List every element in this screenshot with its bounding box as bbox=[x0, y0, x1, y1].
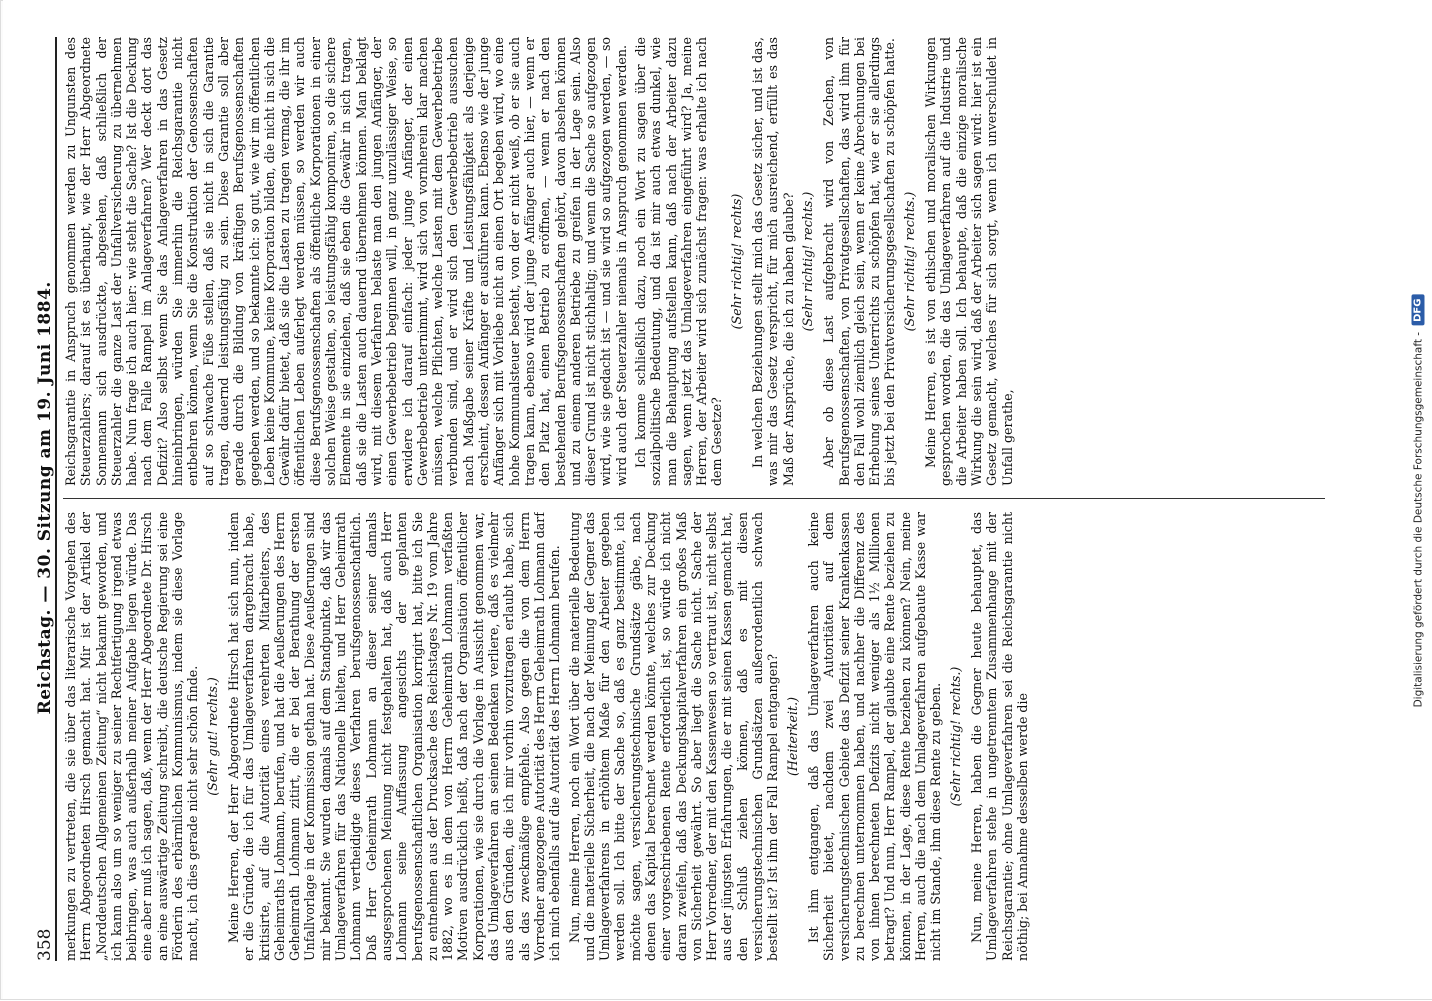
credit-text: Digitalisierung gefördert durch die Deutsche Forschungsgemeinschaft - bbox=[1412, 331, 1424, 708]
running-title: Reichstag. — 30. Sitzung am 19. Juni 1884. bbox=[35, 281, 55, 715]
right-column bbox=[63, 37, 1325, 486]
scanned-page bbox=[3, 0, 1432, 999]
dfg-logo: DFG bbox=[1412, 295, 1425, 326]
left-column bbox=[63, 512, 1325, 961]
page-number: 358 bbox=[35, 928, 55, 961]
paragraph: Meine Herren, der Herr Abgeordnete Hirsch hat sich nun, indem er die Gründe, die ich für das Umlageverfahren dargebracht habe, kritisirte, auf die Autorität eines verehrten Mitarbeiters, des Geheimraths Lohmann, berufen, und hat die Aeußerungen des Herrn Geheimrath Lohmann zitirt, die er bei der Berathung der ersten Unfallvorlage in der Kommission gethan hat. Diese Aeußerungen sind mir bekannt. Sie wurden damals auf dem Standpunkte, daß wir das Umlageverfahren für das Nationelle hielten, und Herr Geheimrath Lohmann vertheidigte dieses Verfahren berufsgenossenschaftlich. Daß Herr Geheimrath Lohmann an dieser seiner damals ausgesprochenen Meinung nicht festgehalten hat, daß auch Herr Lohmann seine Auffassung angesichts der geplanten berufsgenossenschaftlichen Organisation korrigirt hat, bitte ich Sie zu entnehmen aus der Drucksache des Reichstages Nr. 19 vom Jahre 1882, wo es in dem von Herrn Geheimrath Lohmann verfaßten Motiven ausdrücklich heißt, daß nach der Organisation öffentlicher Korporationen, wie sie durch die Vorlage in Aussicht genommen war, das Umlageverfahren an seinen Bedenken verliere, daß es vielmehr aus den Gründen, die ich mir vorhin vorzutragen erlaubt habe, sich als das zweckmäßige empfehle. Also gegen die von dem Herrn Vorredner angezogene Autorität des Herrn Geheimrath Lohmann darf ich mich ebenfalls auf die Autorität des Herrn Lohmann berufen. bbox=[225, 512, 563, 961]
dfg-credit-strip bbox=[1407, 1, 1429, 1001]
text-columns bbox=[63, 37, 1325, 961]
interjection: (Sehr richtig! rechts) bbox=[728, 193, 744, 330]
page-header bbox=[21, 37, 57, 961]
paragraph: Aber ob diese Last aufgebracht wird von Zechen, von Berufsgenossenschaften, von Privatgesellschaften, das wird ihm für den Fall wohl ziemlich gleich sein, wenn er keine Abrechnungen bei Erhebung seines Unterrichts zu schöpfen hat, wie er sie allerdings bis jetzt bei den Privatversicherungsgesellschaften zu schöpfen hatte. bbox=[821, 37, 898, 486]
paragraph: In welchen Beziehungen stellt mich das Gesetz sicher, und ist das, was mir das Gesetz verspricht, für mich ausreichend, erfüllt es das Maß der Ansprüche, die ich zu haben glaube? bbox=[750, 37, 796, 486]
paragraph: merkungen zu vertreten, die sie über das literarische Vorgehen des Herrn Abgeordneten Hirsch gemacht hat. Mir ist der Artikel der „Norddeutschen Allgemeinen Zeitung“ nicht bekannt geworden, und ich kann also um so weniger zu seiner Rechtfertigung irgend etwas beibringen, was auch außerhalb meiner Aufgabe liegen würde. Das eine aber muß ich sagen, daß, wenn der Herr Abgeordnete Dr. Hirsch an eine auswärtige Zeitung schreibt, die deutsche Regierung sei eine Förderin des erbärmlichen Kommunismus, indem sie diese Vorlage macht, ich dies gerade nicht sehr schön finde. bbox=[63, 512, 201, 961]
column-rule bbox=[63, 498, 1325, 499]
paragraph: Meine Herren, es ist von ethischen und moralischen Wirkungen gesprochen worden, die das Umlageverfahren auf die Industrie und die Arbeiter haben soll. Ich behaupte, daß die einzige moralische Wirkung die sein wird, daß der Arbeiter sich sagen wird: hier ist ein Gesetz gemacht, welches für sich sorgt, wenn ich unverschuldet in Unfall gerathe, bbox=[923, 37, 1015, 486]
paragraph: Nun, meine Herren, haben die Gegner heute behauptet, das Umlageverfahren stehe in ungetrenntem Zusammenhange mit der Reichsgarantie; ohne Umlageverfahren sei die Reichsgarantie nicht nöthig; bei Annahme desselben werde die bbox=[968, 512, 1030, 961]
interjection: (Heiterkeit.) bbox=[784, 697, 800, 776]
paragraph: Reichsgarantie in Anspruch genommen werden zu Ungunsten des Steuerzahlers; darauf ist es überhaupt, wie der Herr Abgeordnete Sonnemann sich ausdrückte, abgesehen, daß schließlich der Steuerzahler die ganze Last der Unfallversicherung zu übernehmen habe. Nun frage ich auch hier: wie steht die Sache? Ist die Deckung nach dem Falle Rampel im Anlageverfahren? Wer deckt dort das Defizit? Also selbst wenn Sie das Anlageverfahren in das Gesetz hineinbringen, würden Sie immerhin die Reichsgarantie nicht entbehren können, wenn Sie die Konstruktion der Genossenschaften auf so schwache Füße stellen, daß sie nicht in sich die Garantie tragen, dauernd leistungsfähig zu sein. Diese Garantie soll aber gerade durch die Bildung von kräftigen Berufsgenossenschaften gegeben werden, und so bekannte ich: so gut, wie wir im öffentlichen Leben keine Kommune, keine Korporation bilden, die nicht in sich die Gewähr dafür bietet, daß sie die Lasten zu tragen vermag, die ihr im öffentlichen Leben auferlegt werden müssen, so werden wir auch diese Berufsgenossenschaften als öffentliche Korporationen in einer solchen Weise gestalten, so leistungsfähig komponiren, so die sichere Elemente in sie einziehen, daß sie eben die Gewähr in sich tragen, daß sie die Lasten auch dauernd übernehmen können. Man beklagt wird, mit diesem Verfahren belaste man den jungen Anfänger, der einen Gewerbebetrieb beginnen will, in ganz unzulässiger Weise, so erwidere ich darauf einfach: jeder junge Anfänger, der einen Gewerbebetrieb unternimmt, wird sich von vornherein klar machen müssen, welche Pflichten, welche Lasten mit dem Gewerbebetriebe verbunden sind, und er wird sich den Gewerbebetrieb aussuchen nach Maßgabe seiner Kräfte und Leistungsfähigkeit als derjenige erscheint, dessen Anfänger er ausführen kann. Ebenso wie der junge Anfänger sich mit Vorliebe nicht an einen Ort begeben wird, wo eine hohe Kommunalsteuer besteht, von der er nicht weiß, ob er sie auch tragen kann, ebenso wird der junge Anfänger auch hier, — wenn er den Platz hat, einen Betrieb zu eröffnen, — wenn er nach den bestehenden Berufsgenossenschaften gehört, davon absehen können und zu einem anderen Betriebe zu greifen in der Lage sein. Also dieser Grund ist nicht stichhaltig; und wenn die Sache so aufgezogen wird, wie sie gedacht ist — und sie wird so aufgezogen werden, — so wird auch der Steuerzahler niemals in Anspruch genommen werden. bbox=[63, 37, 629, 486]
paragraph: Nun, meine Herren, noch ein Wort über die materielle Bedeutung und die materielle Sicherheit, die nach der Meinung der Gegner das Umlageverfahrens in erhöhtem Maße für den Arbeiter gegeben werden soll. Ich bitte der Sache so, daß es ganz bestimmte, ich möchte sagen, versicherungstechnische Grundsätze gäbe, nach denen das Kapital berechnet werden könnte, welches zur Deckung einer vorgeschriebenen Rente erforderlich ist, so würde ich nicht daran zweifeln, daß das Deckungskapitalverfahren ein großes Maß von Sicherheit gewährt. So aber liegt die Sache nicht. Sache der Herr Vorredner, der mit den Kassenwesen so vertraut ist, nicht selbst aus der jüngsten Erfahrungen, die er mit seinen Kassen gemacht hat, den Schluß ziehen können, daß es mit diesen versicherungstechnischen Grundsätzen außerordentlich schwach bestellt ist? Ist ihm der Fall Rampel entgangen? bbox=[566, 512, 781, 961]
paragraph: Ich komme schließlich dazu, noch ein Wort zu sagen über die sozialpolitische Bedeutung, und da ist mir auch etwas dunkel, wie man die Behauptung aufstellen kann, daß nach der Arbeiter dazu sagen, wenn jetzt das Umlageverfahren eingeführt wird? Ja, meine Herren, der Arbeiter wird sich zunächst fragen: was erhalte ich nach dem Gesetze? bbox=[632, 37, 725, 486]
paragraph: Ist ihm entgangen, daß das Umlageverfahren auch keine Sicherheit bietet, nachdem zwei Autoritäten auf dem versicherungstechnischen Gebiete das Defizit seiner Krankenkassen zu berechnen unternommen haben, und nachher die Differenz des von ihnen berechneten Defizits nicht weniger als 1½ Millionen betragt? Und nun, Herr Rampel, der glaubte eine Rente beziehen zu können, in der Lage, diese Rente beziehen zu können? Nein, meine Herren, auch die nach dem Umlageverfahren aufgebaute Kasse war nicht im Stande, ihm diese Rente zu geben. bbox=[805, 512, 944, 961]
interjection: (Sehr richtig! rechts.) bbox=[901, 191, 917, 332]
interjection: (Sehr richtig! rechts.) bbox=[947, 666, 963, 807]
interjection: (Sehr gut! rechts.) bbox=[204, 677, 220, 796]
interjection: (Sehr richtig! rechts.) bbox=[799, 191, 815, 332]
